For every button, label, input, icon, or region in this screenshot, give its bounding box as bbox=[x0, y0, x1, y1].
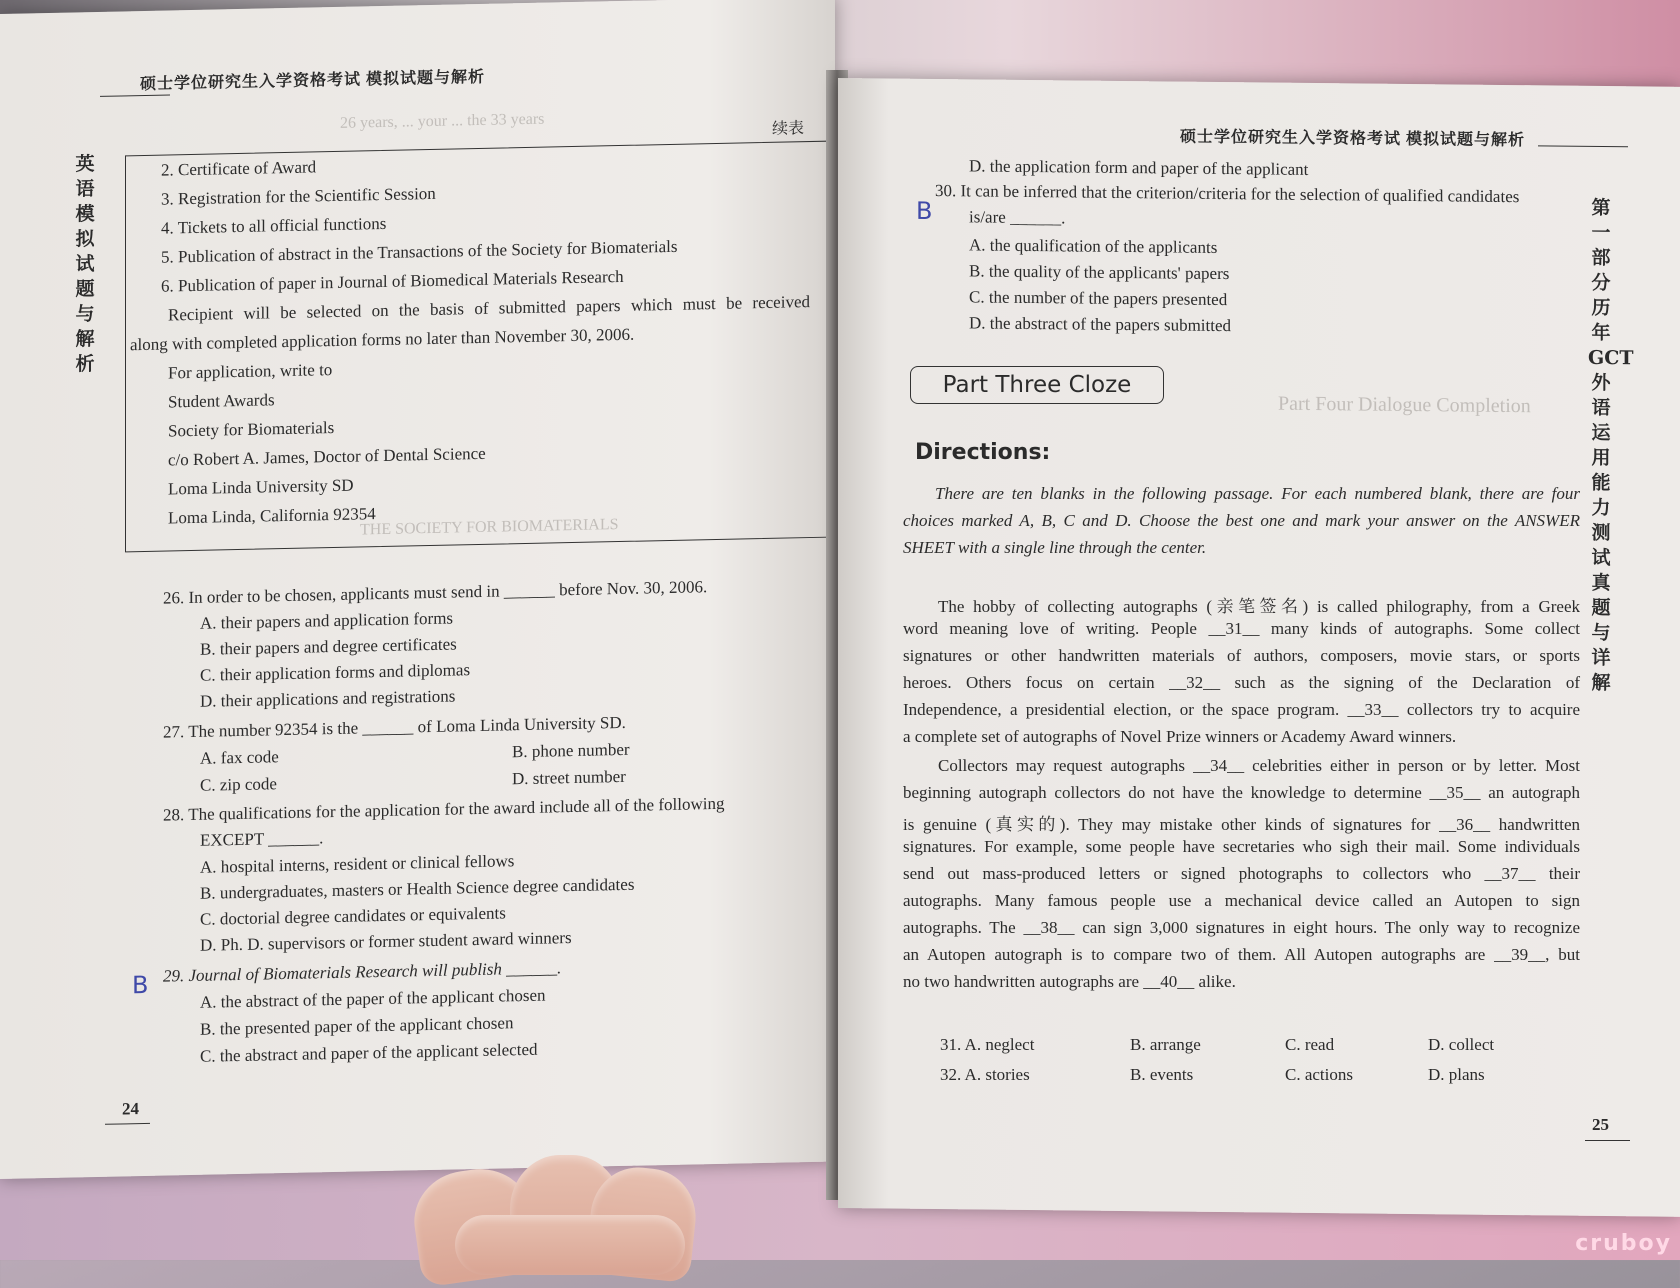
q27-option-d: D. street number bbox=[512, 766, 626, 789]
box-line: 6. Publication of paper in Journal of Biomedical Materials Research bbox=[161, 266, 624, 296]
passage-line: is genuine (真实的). They may mistake other kinds of signatures for __36__ handwritten bbox=[903, 815, 1580, 834]
q32-option-c: C. actions bbox=[1285, 1065, 1353, 1084]
directions-title: Directions: bbox=[915, 440, 1051, 465]
page-number-rule bbox=[1585, 1140, 1630, 1141]
header-rule bbox=[100, 94, 170, 96]
passage-line: autographs. The __38__ can sign 3,000 signatures in eight hours. The only way to recognize bbox=[903, 918, 1580, 937]
box-line: Loma Linda University SD bbox=[168, 475, 354, 499]
question-28-stem: 28. The qualifications for the application for the award include all of the following bbox=[163, 793, 725, 825]
q31-option-b: B. arrange bbox=[1130, 1035, 1201, 1054]
q27-option-a: A. fax code bbox=[200, 747, 279, 768]
q28-option-a: A. hospital interns, resident or clinical fellows bbox=[200, 851, 515, 877]
passage-line: Independence, a presidential election, or the space program. __33__ collectors try to acquire bbox=[903, 700, 1580, 719]
q28-option-b: B. undergraduates, masters or Health Science degree candidates bbox=[200, 874, 635, 903]
box-line: For application, write to bbox=[168, 360, 333, 383]
q32-option-a: 32. A. stories bbox=[940, 1065, 1030, 1084]
q32-option-d: D. plans bbox=[1428, 1065, 1485, 1084]
box-line: 4. Tickets to all official functions bbox=[161, 213, 387, 238]
passage-line: a complete set of autographs of Novel Prize winners or Academy Award winners. bbox=[903, 727, 1457, 746]
q31-option-c: C. read bbox=[1285, 1035, 1335, 1054]
passage-line: no two handwritten autographs are __40__ alike. bbox=[903, 972, 1236, 991]
box-line: 3. Registration for the Scientific Session bbox=[161, 183, 436, 209]
q29-option-c: C. the abstract and paper of the applicant selected bbox=[200, 1039, 538, 1066]
q27-option-b: B. phone number bbox=[512, 739, 630, 762]
question-26-stem: 26. In order to be chosen, applicants must send in ______ before Nov. 30, 2006. bbox=[163, 577, 708, 608]
q28-option-c: C. doctorial degree candidates or equivalents bbox=[200, 903, 506, 929]
right-page-number: 25 bbox=[1592, 1115, 1609, 1134]
q27-option-c: C. zip code bbox=[200, 774, 277, 795]
passage-line: signatures or other handwritten materials of authors, composers, movie stars, or sports bbox=[903, 646, 1580, 665]
directions-line: SHEET with a single line through the center. bbox=[903, 538, 1207, 557]
q30-option-c: C. the number of the papers presented bbox=[969, 287, 1228, 310]
box-line: c/o Robert A. James, Doctor of Dental Science bbox=[168, 443, 486, 470]
q30-option-d: D. the abstract of the papers submitted bbox=[969, 313, 1232, 336]
passage-line: send out mass-produced letters or signed photographs to collectors who __37__ their bbox=[903, 864, 1580, 883]
passage-line: signatures. For example, some people have secretaries who sigh their mail. Some individuals bbox=[903, 837, 1580, 856]
question-27-stem: 27. The number 92354 is the ______ of Loma Linda University SD. bbox=[163, 712, 626, 742]
passage-line: beginning autograph collectors do not have the knowledge to determine __35__ an autograph bbox=[903, 783, 1580, 802]
box-line: Recipient will be selected on the basis of submitted papers which must be received bbox=[168, 292, 810, 325]
bleed-through-text: 26 years, ... your ... the 33 years bbox=[340, 110, 545, 132]
left-page bbox=[0, 0, 835, 1179]
q26-option-c: C. their application forms and diplomas bbox=[200, 660, 471, 685]
q30-option-b: B. the quality of the applicants' papers bbox=[969, 261, 1230, 284]
q31-option-a: 31. A. neglect bbox=[940, 1035, 1035, 1054]
left-side-label: 英语模拟试题与解析 bbox=[75, 153, 95, 376]
bleed-through-text: THE SOCIETY FOR BIOMATERIALS bbox=[360, 516, 619, 539]
right-page-header: 硕士学位研究生入学资格考试 模拟试题与解析 bbox=[1180, 128, 1526, 150]
hand bbox=[455, 1215, 685, 1275]
box-line: Loma Linda, California 92354 bbox=[168, 504, 376, 528]
box-line: 2. Certificate of Award bbox=[161, 157, 317, 180]
q29-option-b: B. the presented paper of the applicant chosen bbox=[200, 1013, 514, 1039]
bleed-through-text: Part Four Dialogue Completion bbox=[1278, 392, 1531, 418]
left-page-number: 24 bbox=[122, 1099, 139, 1119]
passage-line: Collectors may request autographs __34__ celebrities either in person or by letter. Most bbox=[938, 756, 1580, 775]
continued-label: 续表 bbox=[772, 120, 805, 138]
handwritten-answer-q30: B bbox=[916, 196, 933, 225]
passage-line: word meaning love of writing. People __31__ many kinds of autographs. Some collect bbox=[903, 619, 1580, 638]
q29-option-a: A. the abstract of the paper of the applicant chosen bbox=[200, 985, 546, 1012]
right-side-label: 第一部分 历年GCT外语运用能力测试真题与详解 bbox=[1588, 196, 1634, 695]
question-30-stem-2: is/are ______. bbox=[969, 207, 1066, 228]
q26-option-a: A. their papers and application forms bbox=[200, 608, 454, 633]
directions-line: choices marked A, B, C and D. Choose the best one and mark your answer on the ANSWER bbox=[903, 511, 1580, 530]
q29-option-d: D. the application form and paper of the applicant bbox=[969, 156, 1309, 179]
question-28-stem-2: EXCEPT ______. bbox=[200, 828, 324, 850]
passage-line: The hobby of collecting autographs (亲笔签名) is called philography, from a Greek bbox=[938, 597, 1580, 616]
part-three-title: Part Three Cloze bbox=[910, 366, 1164, 404]
directions-line: There are ten blanks in the following passage. For each numbered blank, there are four bbox=[935, 484, 1580, 503]
box-line: 5. Publication of abstract in the Transactions of the Society for Biomaterials bbox=[161, 236, 678, 267]
question-30-stem: 30. It can be inferred that the criterion/criteria for the selection of qualified candidates bbox=[935, 181, 1520, 207]
header-rule bbox=[1538, 145, 1628, 147]
passage-line: heroes. Others focus on certain __32__ such as the signing of the Declaration of bbox=[903, 673, 1580, 692]
box-line: Student Awards bbox=[168, 390, 275, 412]
passage-line: an Autopen autograph is to compare two of them. All Autopen autographs are __39__, but bbox=[903, 945, 1580, 964]
page-number-rule bbox=[105, 1123, 150, 1125]
left-page-header: 硕士学位研究生入学资格考试 模拟试题与解析 bbox=[140, 68, 486, 94]
q26-option-b: B. their papers and degree certificates bbox=[200, 634, 457, 659]
box-line: Society for Biomaterials bbox=[168, 417, 335, 441]
box-line: along with completed application forms no later than November 30, 2006. bbox=[130, 324, 635, 355]
q31-option-d: D. collect bbox=[1428, 1035, 1495, 1054]
q32-option-b: B. events bbox=[1130, 1065, 1194, 1084]
passage-line: autographs. Many famous people use a mechanical device called an Autopen to sign bbox=[903, 891, 1580, 910]
q30-option-a: A. the qualification of the applicants bbox=[969, 235, 1218, 257]
watermark: cruboy bbox=[1575, 1231, 1672, 1256]
q26-option-d: D. their applications and registrations bbox=[200, 686, 456, 711]
q28-option-d: D. Ph. D. supervisors or former student award winners bbox=[200, 928, 572, 955]
handwritten-answer-q29: B bbox=[132, 970, 149, 1000]
award-info-box bbox=[125, 141, 827, 553]
question-29-stem: 29. Journal of Biomaterials Research will publish ______. bbox=[163, 958, 562, 986]
